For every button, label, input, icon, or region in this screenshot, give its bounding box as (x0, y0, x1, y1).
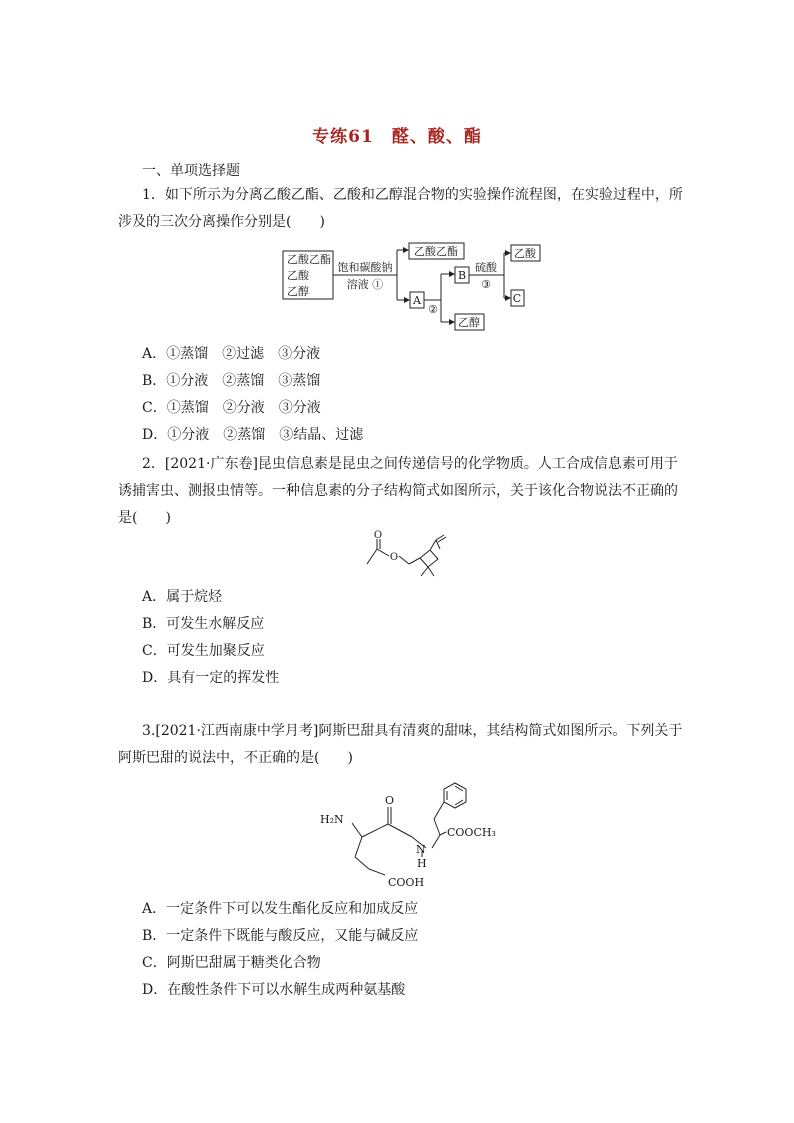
aspartame-nitrogen: N (416, 843, 426, 856)
pheromone-structure (0, 530, 794, 580)
q2-option-a[interactable]: A．属于烷烃 (142, 589, 223, 605)
flow-product-ester: 乙酸乙酯 (414, 245, 458, 258)
q2-option-c[interactable]: C．可发生加聚反应 (142, 643, 265, 659)
aspartame-amine: H₂N (320, 813, 344, 826)
flow-box-a: A (413, 294, 421, 307)
flow-mixture-2: 乙酸 (287, 269, 309, 282)
flow-box-c: C (512, 292, 522, 305)
q3-option-b[interactable]: B．一定条件下既能与酸反应，又能与碱反应 (142, 928, 419, 944)
flow-reagent-1: 饱和碳酸钠 (337, 261, 393, 274)
pheromone-oxygen-carbonyl: O (373, 530, 383, 541)
q3-option-d[interactable]: D．在酸性条件下可以水解生成两种氨基酸 (142, 982, 406, 998)
section-heading: 一、单项选择题 (142, 163, 240, 179)
q1-option-b[interactable]: B．①分液 ②蒸馏 ③蒸馏 (142, 373, 321, 389)
flow-box-b: B (457, 269, 467, 282)
question-2-stem: 2．[2021·广东卷]昆虫信息素是昆虫之间传递信号的化学物质。人工合成信息素可用于诱捕害虫、测报虫情等。一种信息素的分子结构简式如图所示，关于该化合物说法不正确的是( ) (118, 456, 678, 526)
aspartame-acid-group: COOH (388, 876, 425, 889)
aspartame-oxygen: O (385, 794, 395, 807)
q3-option-a[interactable]: A．一定条件下可以发生酯化反应和加成反应 (142, 901, 419, 917)
flow-step-3: ③ (481, 278, 491, 291)
q1-option-c[interactable]: C．①蒸馏 ②分液 ③分液 (142, 400, 321, 416)
q3-option-c[interactable]: C．阿斯巴甜属于糖类化合物 (142, 955, 321, 971)
flow-reagent-3: 硫酸 (475, 261, 497, 274)
aspartame-ester-group: COOCH₃ (447, 826, 496, 839)
flow-product-acid: 乙酸 (514, 247, 536, 260)
q2-option-d[interactable]: D．具有一定的挥发性 (142, 670, 280, 686)
separation-flowchart (0, 238, 794, 338)
question-1-stem: 1．如下所示为分离乙酸乙酯、乙酸和乙醇混合物的实验操作流程图，在实验过程中，所涉及的三次分离操作分别是( ) (118, 187, 683, 230)
flow-step-2: ② (428, 303, 438, 316)
flow-reagent-1b: 溶液 ① (346, 278, 384, 291)
q1-option-d[interactable]: D．①分液 ②蒸馏 ③结晶、过滤 (142, 427, 364, 443)
q2-option-b[interactable]: B．可发生水解反应 (142, 616, 265, 632)
page-title: 专练61 醛、酸、酯 (312, 127, 482, 147)
flow-mixture-1: 乙酸乙酯 (287, 253, 331, 266)
q1-option-a[interactable]: A．①蒸馏 ②过滤 ③分液 (142, 346, 321, 362)
flow-product-ethanol: 乙醇 (458, 316, 480, 329)
flow-mixture-3: 乙醇 (287, 285, 309, 298)
question-3-stem: 3.[2021·江西南康中学月考]阿斯巴甜具有清爽的甜味，其结构简式如图所示。下列关于阿斯巴甜的说法中，不正确的是( ) (118, 723, 683, 766)
pheromone-oxygen-ester: O (389, 552, 399, 563)
aspartame-hydrogen: H (417, 857, 427, 870)
aspartame-structure (0, 775, 794, 895)
